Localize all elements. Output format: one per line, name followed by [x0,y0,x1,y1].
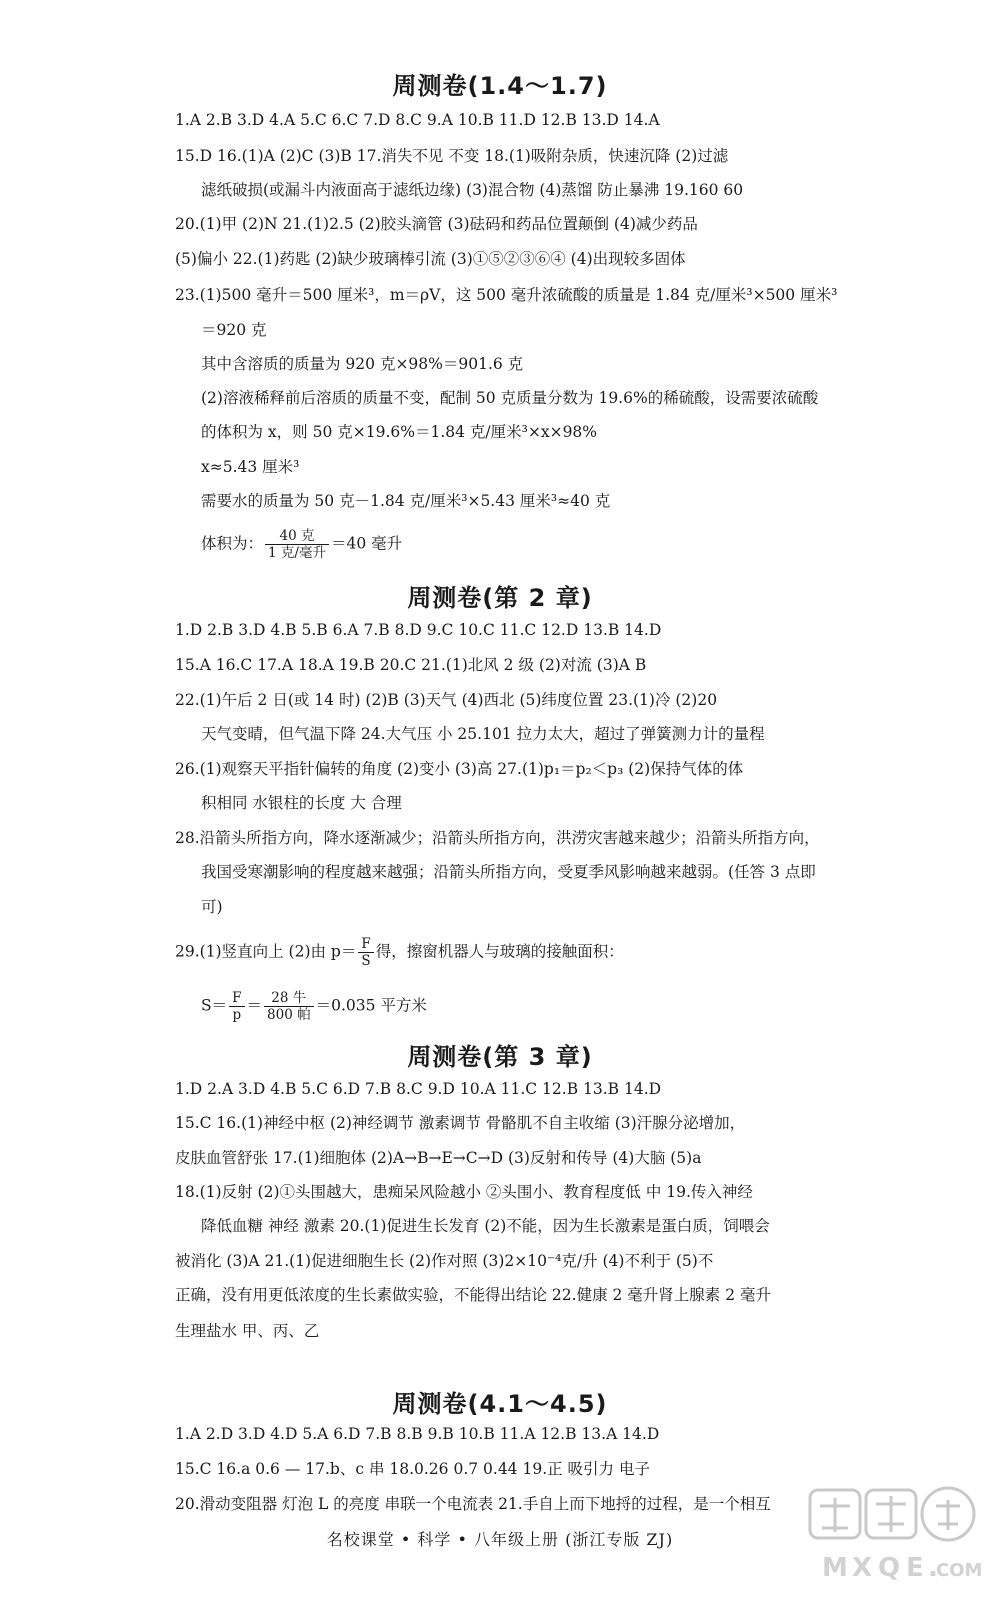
watermark-logo [802,1480,982,1590]
section-title-3: 周测卷(第 3 章) [407,1043,593,1071]
answer-line: 1.D 2.A 3.D 4.B 5.C 6.D 7.B 8.C 9.D 10.A 11.C 12.B 13.B 14.D [175,1080,662,1098]
fraction-numerator: F [358,936,373,953]
svg-text:E: E [906,1553,924,1583]
section-title-2: 周测卷(第 2 章) [407,584,593,612]
svg-text:X: X [852,1553,873,1583]
section-title-4: 周测卷(4.1～4.5) [392,1390,608,1418]
answer-line: 1.D 2.B 3.D 4.B 5.B 6.A 7.B 8.D 9.C 10.C 11.C 12.D 13.B 14.D [175,621,662,639]
answer-line: 20.(1)甲 (2)N 21.(1)2.5 (2)胶头滴管 (3)砝码和药品位置颠倒 (4)减少药品 [175,215,698,233]
svg-text:M: M [822,1553,848,1583]
fraction-numerator: F [229,990,244,1007]
answer-line: (2)溶液稀释前后溶质的质量不变，配制 50 克质量分数为 19.6%的稀硫酸，设需要浓硫酸 [201,389,819,407]
answer-line: 15.A 16.C 17.A 18.A 19.B 20.C 21.(1)北风 2 级 (2)对流 (3)A B [175,656,647,674]
area-prefix: S＝ [201,996,228,1015]
svg-text:Q: Q [878,1553,901,1583]
area-fraction-2 [264,990,314,1023]
answer-line: 23.(1)500 毫升＝500 厘米³，m＝ρV，这 500 毫升浓硫酸的质量是 1.84 克/厘米³×500 厘米³ [175,286,838,304]
fraction-denominator: p [232,1007,242,1023]
q29-text-b: 得，擦窗机器人与玻璃的接触面积： [375,942,624,961]
volume-result: ＝40 毫升 [330,534,403,553]
answer-line: 滤纸破损(或漏斗内液面高于滤纸边缘) (3)混合物 (4)蒸馏 防止暴沸 19.160 60 [201,181,744,199]
answer-line: 15.C 16.(1)神经中枢 (2)神经调节 激素调节 骨骼肌不自主收缩 (3)汗腺分泌增加， [175,1114,746,1132]
answer-line: x≈5.43 厘米³ [201,458,300,476]
answer-line-29 [175,936,624,969]
answer-line: 正确，没有用更低浓度的生长素做实验，不能得出结论 22.健康 2 毫升肾上腺素 2 毫升 [175,1286,772,1304]
answer-line: 皮肤血管舒张 17.(1)细胞体 (2)A→B→E→C→D (3)反射和传导 (4)大脑 (5)a [175,1149,702,1167]
answer-line: ＝920 克 [201,321,267,339]
area-formula [201,990,427,1023]
section-title-1: 周测卷(1.4～1.7) [392,72,608,100]
volume-formula [201,528,402,561]
svg-text:.: . [928,1553,938,1583]
answer-line: 可) [201,898,223,916]
answer-line: 1.A 2.B 3.D 4.A 5.C 6.C 7.D 8.C 9.A 10.B 11.D 12.B 13.D 14.A [175,111,660,129]
fraction-numerator: 28 牛 [264,990,314,1007]
answer-line: 18.(1)反射 (2)①头围越大，患痴呆风险越小 ②头围小、教育程度低 中 19.传入神经 [175,1183,753,1201]
answer-line: 的体积为 x，则 50 克×19.6%＝1.84 克/厘米³×x×98% [201,423,598,441]
answer-line: 降低血糖 神经 激素 20.(1)促进生长发育 (2)不能，因为生长激素是蛋白质，饲喂会 [201,1217,770,1235]
fraction-denominator: 800 帕 [267,1007,311,1023]
answer-line: 需要水的质量为 50 克－1.84 克/厘米³×5.43 厘米³≈40 克 [201,492,611,510]
answer-line: 积相同 水银柱的长度 大 合理 [201,794,402,812]
answer-line: 20.滑动变阻器 灯泡 L 的亮度 串联一个电流表 21.手自上而下地捋的过程，是一个相互 [175,1495,771,1513]
volume-fraction [265,528,329,561]
area-equals: ＝ [246,996,263,1015]
page-footer: 名校课堂 • 科学 • 八年级上册 (浙江专版 ZJ) [326,1530,674,1549]
answer-line: (5)偏小 22.(1)药匙 (2)缺少玻璃棒引流 (3)①⑤②③⑥④ (4)出现较多固体 [175,250,686,268]
svg-text:COM: COM [936,1560,982,1581]
q29-text-a: 29.(1)竖直向上 (2)由 p＝ [175,942,357,961]
answer-line: 生理盐水 甲、丙、乙 [175,1322,320,1340]
answer-line: 22.(1)午后 2 日(或 14 时) (2)B (3)天气 (4)西北 (5)纬度位置 23.(1)冷 (2)20 [175,691,718,709]
area-result: ＝0.035 平方米 [315,996,427,1015]
area-fraction-1 [229,990,244,1023]
answer-line: 其中含溶质的质量为 920 克×98%＝901.6 克 [201,355,524,373]
answer-line: 15.C 16.a 0.6 — 17.b、c 串 18.0.26 0.7 0.44 19.正 吸引力 电子 [175,1460,650,1478]
pressure-fraction [358,936,373,969]
answer-line: 1.A 2.D 3.D 4.D 5.A 6.D 7.B 8.B 9.B 10.B 11.A 12.B 13.A 14.D [175,1425,660,1443]
answer-line: 26.(1)观察天平指针偏转的角度 (2)变小 (3)高 27.(1)p₁＝p₂＜p₃ (2)保持气体的体 [175,760,744,778]
fraction-denominator: 1 克/毫升 [268,545,326,561]
volume-prefix: 体积为： [201,534,264,553]
answer-line: 15.D 16.(1)A (2)C (3)B 17.消失不见 不变 18.(1)吸附杂质，快速沉降 (2)过滤 [175,147,729,165]
answer-line: 被消化 (3)A 21.(1)促进细胞生长 (2)作对照 (3)2×10⁻⁴克/升 (4)不利于 (5)不 [175,1252,714,1270]
answer-line: 我国受寒潮影响的程度越来越强；沿箭头所指方向，受夏季风影响越来越弱。(任答 3 点即 [201,863,816,881]
fraction-denominator: S [361,953,371,969]
answer-line: 天气变晴，但气温下降 24.大气压 小 25.101 拉力太大，超过了弹簧测力计的量程 [201,725,765,743]
answer-line: 28.沿箭头所指方向，降水逐渐减少；沿箭头所指方向，洪涝灾害越来越少；沿箭头所指方向， [175,829,820,847]
fraction-numerator: 40 克 [265,528,329,545]
